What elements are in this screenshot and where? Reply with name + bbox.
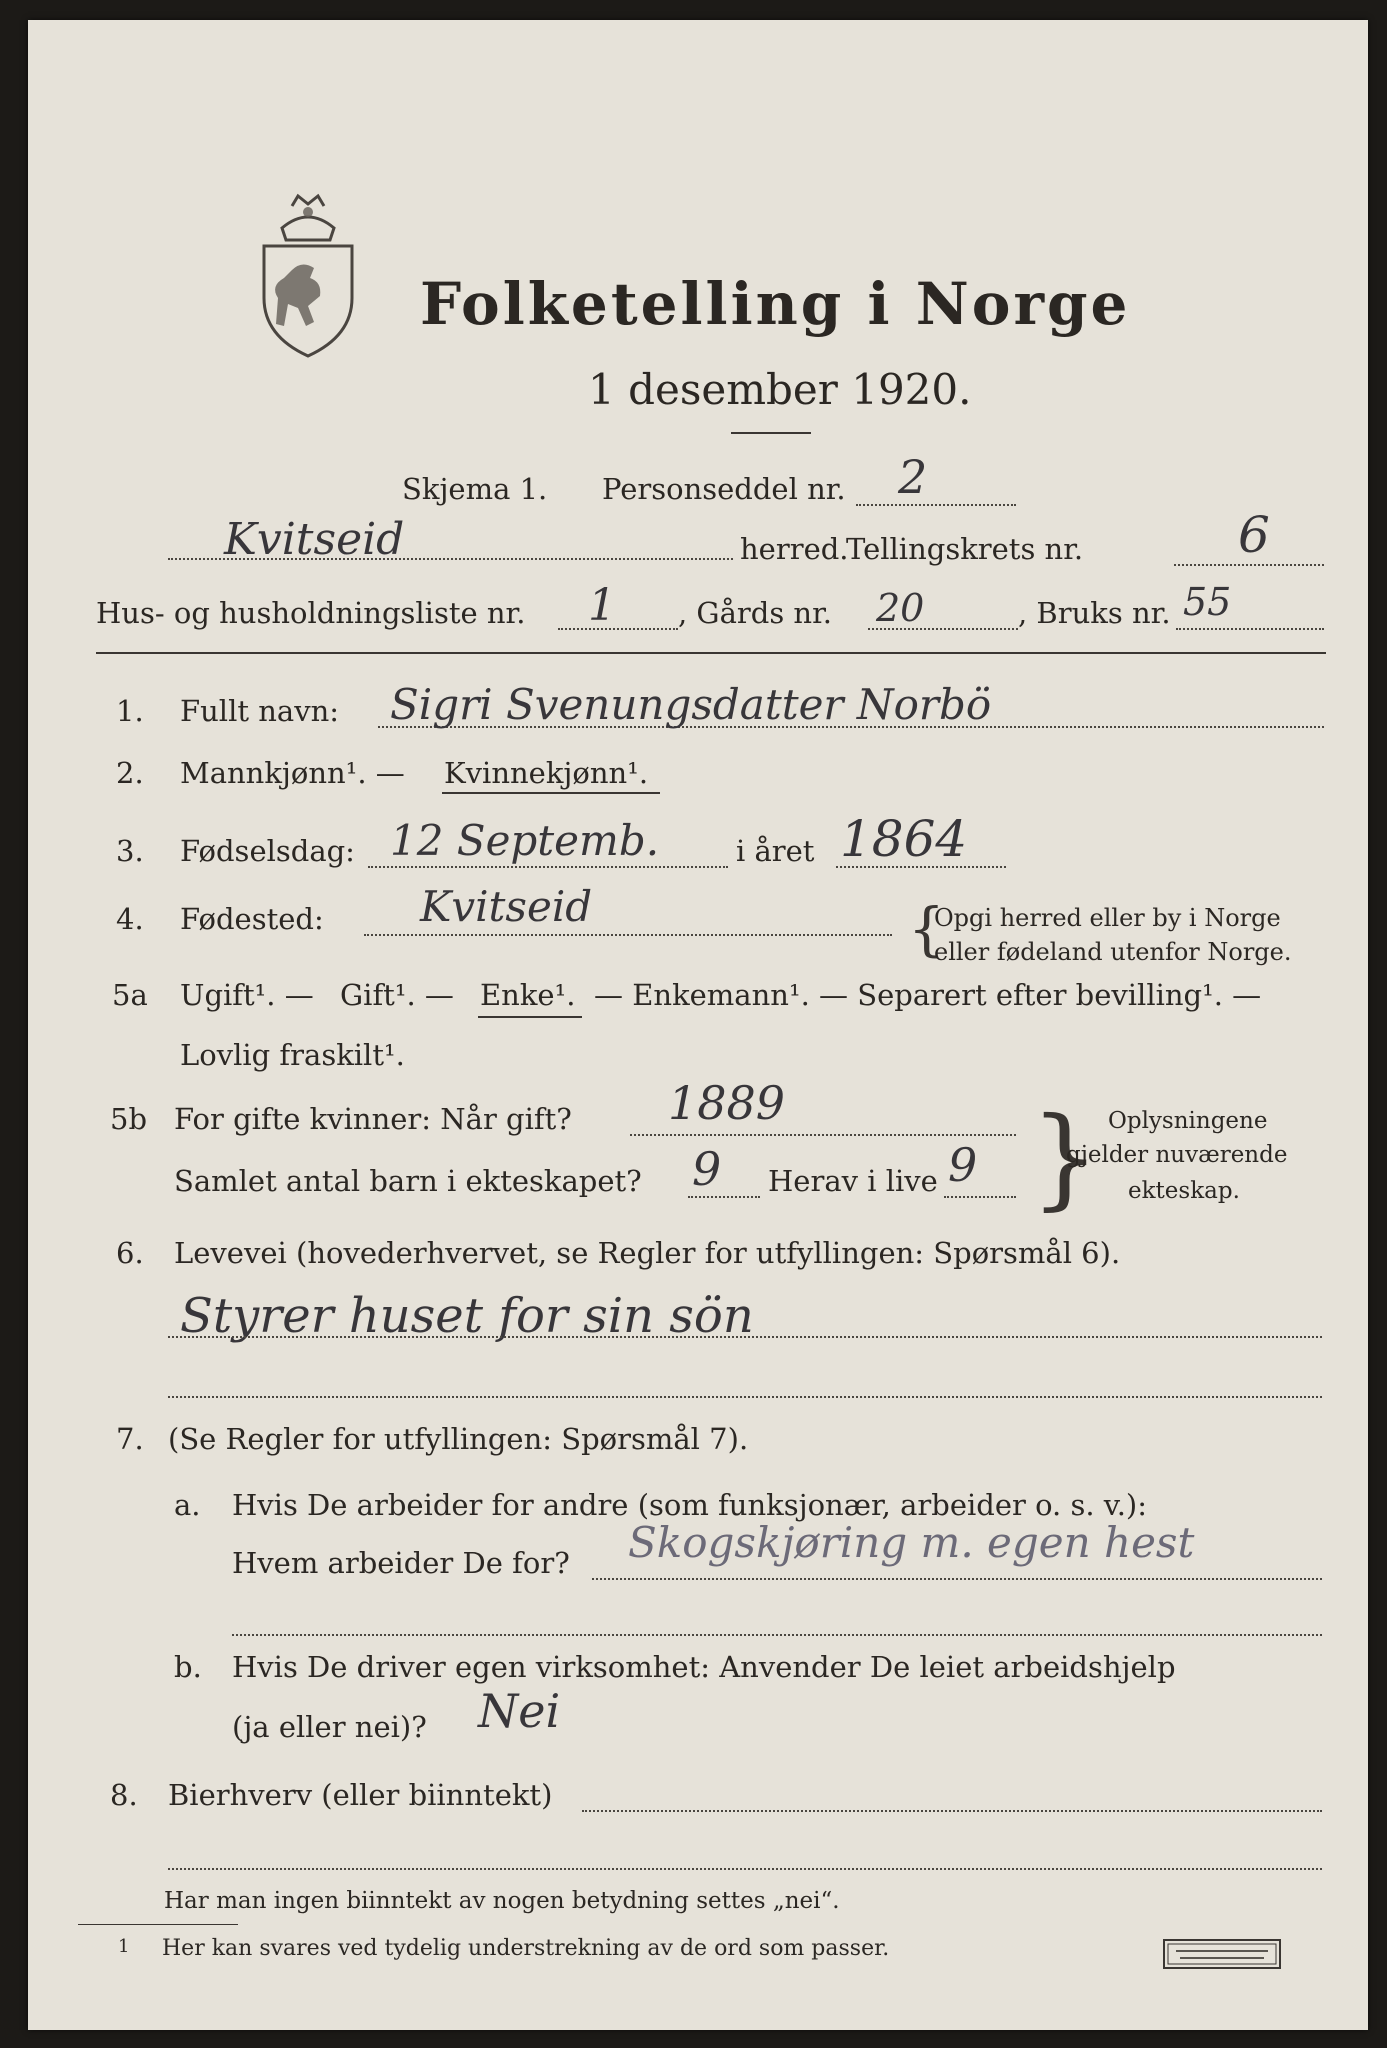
marital-enke[interactable]: Enke¹. (480, 978, 576, 1012)
q1-number: 1. (116, 694, 144, 728)
footnote-mark: 1 (118, 1936, 130, 1957)
husliste-nr-line (558, 628, 678, 630)
employer-value[interactable]: Skogskjøring m. egen hest (628, 1518, 1195, 1567)
children-alive-line (944, 1196, 1016, 1198)
husliste-nr-value[interactable]: 1 (588, 580, 616, 631)
person-label: Personseddel nr. (602, 472, 846, 506)
full-name-value[interactable]: Sigri Svenungsdatter Norbö (390, 680, 992, 729)
birth-year-value[interactable]: 1864 (840, 810, 968, 868)
q7a-line-2: Hvem arbeider De for? (232, 1546, 570, 1580)
schema-label: Skjema 1. (402, 472, 548, 506)
q7b-letter: b. (174, 1650, 202, 1684)
children-total-label: Samlet antal barn i ekteskapet? (174, 1164, 642, 1198)
q7-number: 7. (116, 1422, 144, 1456)
q3-label: Fødselsdag: (180, 834, 355, 868)
sex-female-underline (442, 792, 660, 794)
bruks-nr-value[interactable]: 55 (1183, 580, 1232, 624)
q8-number: 8. (110, 1778, 138, 1812)
sex-female-option[interactable]: Kvinnekjønn¹. (444, 756, 649, 790)
birth-year-label: i året (736, 834, 815, 868)
birthplace-value[interactable]: Kvitseid (420, 882, 593, 931)
children-alive-value[interactable]: 9 (948, 1138, 978, 1192)
q7a-line-1: Hvis De arbeider for andre (som funksjonær, arbeider o. s. v.): (232, 1488, 1148, 1522)
q6-label: Levevei (hovederhvervet, se Regler for utfyllingen: Spørsmål 6). (174, 1236, 1121, 1270)
q5a-number: 5a (112, 978, 148, 1012)
q7b-line-2: (ja eller nei)? (232, 1710, 427, 1744)
marriage-note-1: Oplysningene (1108, 1108, 1268, 1134)
krets-nr-line (1174, 564, 1324, 566)
herred-label: herred. (740, 532, 849, 566)
q4-number: 4. (116, 902, 144, 936)
side-income-line-1 (582, 1810, 1322, 1812)
sex-male-option[interactable]: Mannkjønn¹. — (180, 756, 405, 790)
coat-of-arms-icon (252, 188, 364, 360)
q6-number: 6. (116, 1236, 144, 1270)
marital-others[interactable]: — Enkemann¹. — Separert efter bevilling¹. — (594, 978, 1262, 1012)
q7-label: (Se Regler for utfyllingen: Spørsmål 7). (168, 1422, 749, 1456)
husliste-label: Hus- og husholdningsliste nr. (96, 596, 526, 630)
marital-gift[interactable]: Gift¹. — (340, 978, 454, 1012)
children-total-line (688, 1196, 760, 1198)
census-date: 1 desember 1920. (588, 365, 972, 414)
footnote-text: Her kan svares ved tydelig understrekning av de ord som passer. (162, 1936, 890, 1961)
employer-line-1 (592, 1578, 1322, 1580)
employer-line-2 (232, 1634, 1322, 1636)
person-nr-value[interactable]: 2 (898, 450, 928, 504)
side-income-line-2 (168, 1868, 1322, 1870)
gards-nr-value[interactable]: 20 (876, 586, 925, 630)
children-total-value[interactable]: 9 (692, 1142, 722, 1196)
side-income-note: Har man ingen biinntekt av nogen betydning settes „nei“. (164, 1888, 840, 1914)
married-year-value[interactable]: 1889 (668, 1076, 786, 1130)
birthplace-note-2: eller fødeland utenfor Norge. (934, 938, 1292, 966)
marriage-note-3: ekteskap. (1128, 1178, 1240, 1204)
married-when-label: For gifte kvinner: Når gift? (174, 1102, 572, 1136)
gards-label: , Gårds nr. (678, 596, 832, 630)
footnote-divider (78, 1924, 238, 1925)
birthplace-line (364, 934, 892, 936)
q2-number: 2. (116, 756, 144, 790)
marriage-note-brace: } (1030, 1093, 1100, 1221)
hired-help-value[interactable]: Nei (478, 1684, 561, 1738)
occupation-value[interactable]: Styrer huset for sin sön (180, 1288, 754, 1344)
printer-stamp-icon (1162, 1938, 1282, 1970)
q1-label: Fullt navn: (180, 694, 340, 728)
children-alive-label: Herav i live (768, 1164, 938, 1198)
occupation-line-2 (168, 1396, 1322, 1398)
q5b-number: 5b (110, 1102, 148, 1136)
birthplace-note-brace: { (908, 895, 945, 963)
marriage-note-2: gjelder nuværende (1066, 1142, 1288, 1168)
person-nr-line (856, 504, 1016, 506)
birthday-line (368, 866, 728, 868)
birthplace-note-1: Opgi herred eller by i Norge (934, 904, 1281, 932)
title-divider (731, 432, 811, 434)
marital-fraskilt[interactable]: Lovlig fraskilt¹. (180, 1038, 405, 1072)
married-year-line (630, 1134, 1016, 1136)
krets-nr-value[interactable]: 6 (1238, 506, 1270, 564)
herred-value[interactable]: Kvitseid (224, 514, 405, 565)
bruks-nr-line (1176, 628, 1324, 630)
birthday-value[interactable]: 12 Septemb. (390, 816, 660, 865)
q8-label: Bierhverv (eller biinntekt) (168, 1778, 553, 1812)
form-title: Folketelling i Norge (420, 270, 1131, 338)
occupation-line-1 (168, 1336, 1322, 1338)
marital-enke-underline (478, 1016, 582, 1018)
marital-ugift[interactable]: Ugift¹. — (180, 978, 314, 1012)
bruks-label: , Bruks nr. (1018, 596, 1171, 630)
q7b-line-1: Hvis De driver egen virksomhet: Anvender De leiet arbeidshjelp (232, 1650, 1176, 1684)
header-divider (96, 652, 1326, 654)
q3-number: 3. (116, 834, 144, 868)
census-form-sheet (28, 20, 1368, 2030)
q4-label: Fødested: (180, 902, 324, 936)
q7a-letter: a. (174, 1488, 201, 1522)
krets-label: Tellingskrets nr. (846, 532, 1084, 566)
